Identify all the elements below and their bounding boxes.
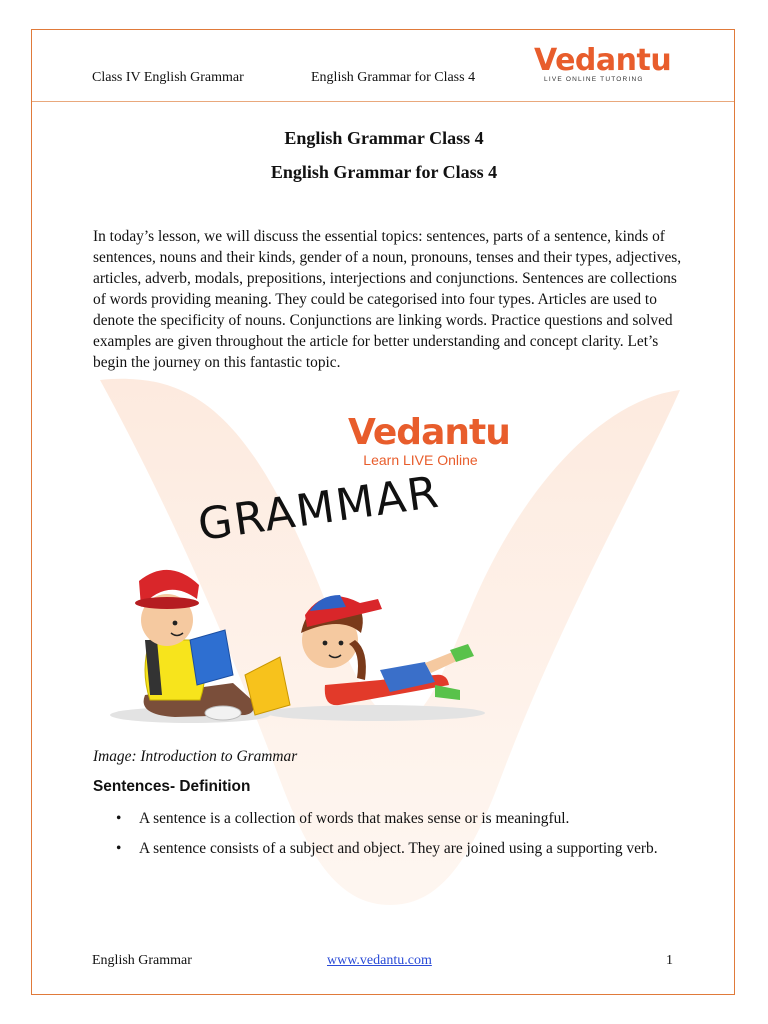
header-course-label: Class IV English Grammar xyxy=(92,70,244,85)
list-item-text: A sentence is a collection of words that makes sense or is meaningful. xyxy=(139,810,570,827)
list-item-text: A sentence consists of a subject and object. They are joined using a supporting verb. xyxy=(139,840,658,857)
list-item xyxy=(93,808,683,829)
definition-list xyxy=(93,808,683,868)
header-logo-tagline: LIVE ONLINE TUTORING xyxy=(544,76,644,83)
header-divider xyxy=(32,101,734,102)
header-logo-text: Vedantu xyxy=(534,43,672,78)
page-number: 1 xyxy=(666,953,673,968)
bullet-icon: • xyxy=(116,840,122,857)
page-title: English Grammar Class 4 xyxy=(284,128,484,148)
list-item xyxy=(93,838,683,859)
header-document-title: English Grammar for Class 4 xyxy=(311,70,476,85)
kids-reading-illustration xyxy=(105,545,490,735)
bullet-icon: • xyxy=(116,810,122,827)
section-heading: Sentences- Definition xyxy=(93,778,251,795)
intro-paragraph: In today’s lesson, we will discuss the essential topics: sentences, parts of a sentence, kinds of sentences, nouns and their kinds, gender of a noun, pronouns, tenses and their types, adjectives, articles, adverb, modals, prepositions, interjections and conjunctions. Sentences are collections of words providing meaning. They could be categorised into four types. Articles are used to denote the specificity of nouns. Conjunctions are linking words. Practice questions and solved examples are given throughout the article for better understanding and concept clarity. Let’s begin the journey on this fantastic topic. xyxy=(93,228,682,371)
illustration-logo-text: Vedantu xyxy=(348,412,510,453)
grammar-heading-art: GRAMMAR xyxy=(194,466,444,551)
page-subtitle: English Grammar for Class 4 xyxy=(270,162,498,182)
image-caption: Image: Introduction to Grammar xyxy=(93,748,298,765)
footer-label: English Grammar xyxy=(92,953,192,968)
vedantu-header-logo xyxy=(534,43,676,83)
footer-website-link[interactable]: www.vedantu.com xyxy=(327,953,432,968)
illustration-logo-tagline: Learn LIVE Online xyxy=(363,452,478,468)
vedantu-illustration-logo xyxy=(348,412,510,468)
